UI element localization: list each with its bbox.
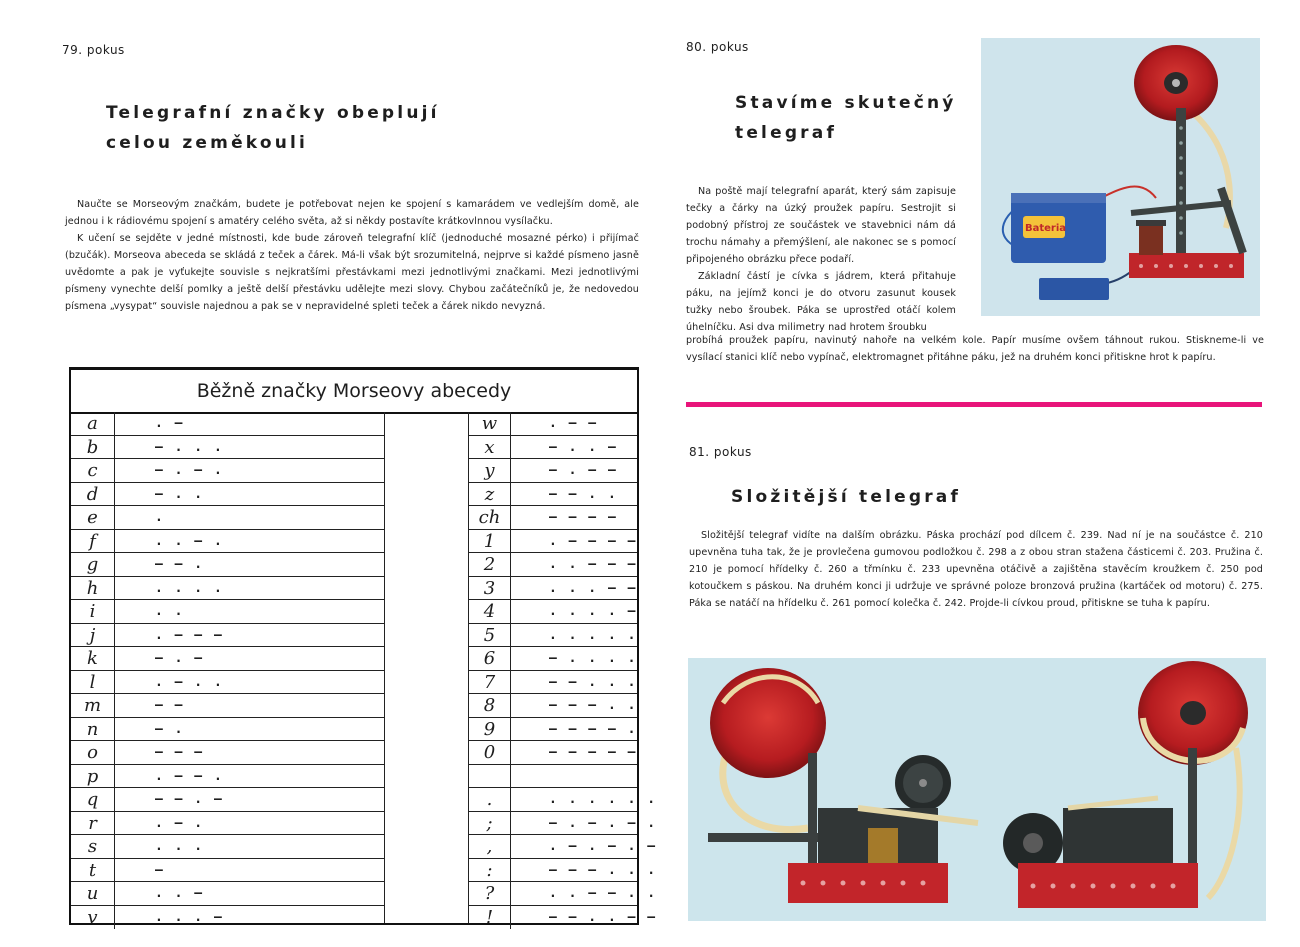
title-79-line2: celou zeměkouli bbox=[106, 133, 309, 153]
table-row bbox=[469, 624, 637, 648]
morse-code: . – . bbox=[155, 815, 205, 831]
table-row bbox=[469, 741, 637, 765]
table-row bbox=[71, 624, 384, 648]
morse-code: – – – . . bbox=[549, 698, 638, 713]
table-row bbox=[469, 459, 637, 483]
table-row bbox=[469, 412, 637, 436]
morse-code: . . bbox=[155, 604, 185, 619]
table-row bbox=[71, 718, 384, 742]
morse-code: – – – . . . bbox=[549, 862, 658, 878]
morse-code: . – – bbox=[549, 416, 599, 431]
morse-symbol: p bbox=[71, 765, 115, 788]
page-title-81: Složitější telegraf bbox=[731, 487, 962, 507]
morse-code: – – . . – – bbox=[549, 909, 658, 925]
table-row bbox=[469, 577, 637, 601]
morse-symbol: h bbox=[71, 577, 115, 600]
table-row bbox=[71, 459, 384, 483]
table-row bbox=[469, 506, 637, 530]
page-title-79 bbox=[106, 98, 526, 158]
morse-code: . – – – – bbox=[549, 533, 638, 549]
table-row bbox=[469, 788, 658, 812]
experiment-number-80: 80. pokus bbox=[686, 40, 749, 54]
morse-symbol: b bbox=[71, 436, 115, 459]
table-row bbox=[71, 483, 384, 507]
table-gap-column bbox=[384, 412, 469, 923]
morse-symbol: n bbox=[71, 718, 115, 741]
morse-code: . . – – . . bbox=[549, 886, 658, 901]
morse-code: – – . . . bbox=[549, 674, 638, 690]
table-row bbox=[469, 671, 637, 695]
morse-symbol bbox=[469, 765, 511, 788]
morse-symbol: q bbox=[71, 788, 115, 811]
title-79-line1: Telegrafní značky obeplují bbox=[106, 103, 440, 123]
table-row bbox=[469, 694, 637, 718]
section-divider bbox=[686, 402, 1262, 407]
table-row bbox=[71, 882, 384, 906]
morse-code: . – . . bbox=[155, 674, 224, 690]
table-row bbox=[469, 600, 637, 624]
morse-symbol: i bbox=[71, 600, 115, 623]
morse-symbol: 7 bbox=[469, 671, 511, 694]
morse-symbol: a bbox=[71, 412, 115, 435]
table-row bbox=[71, 812, 384, 836]
table-row bbox=[71, 906, 384, 930]
table-row bbox=[469, 859, 658, 883]
table-row bbox=[71, 506, 384, 530]
morse-symbol: y bbox=[469, 459, 511, 482]
text-80-p2: Základní částí je cívka s jádrem, která přitahuje páku, na jejímž konci je do otvoru zasunut kousek tužky nebo šroubek. Páka se uprostřed otáčí kolem úhelníčku. Asi dva milimetry nad hrotem šroubku bbox=[686, 271, 956, 333]
intro-text-79 bbox=[65, 196, 639, 315]
morse-symbol: ; bbox=[469, 812, 511, 835]
morse-symbol: 5 bbox=[469, 624, 511, 647]
morse-symbol: l bbox=[71, 671, 115, 694]
morse-symbol: s bbox=[71, 835, 115, 858]
table-row bbox=[71, 577, 384, 601]
telegraph-illustration bbox=[981, 38, 1260, 316]
morse-code: . – – . bbox=[155, 768, 224, 784]
table-row bbox=[469, 530, 637, 554]
table-row bbox=[469, 483, 637, 507]
table-row bbox=[71, 600, 384, 624]
morse-code: – . – . – . bbox=[549, 815, 658, 831]
morse-code: – . . . bbox=[155, 439, 224, 455]
text-80-p1: Na poště mají telegrafní aparát, který sám zapisuje tečky a čárky na úzký proužek papíru. Sestrojit si podobný přístroj ze součástek ve stavebnici nám dá trochu námahy a přemýšlení, ale nakonec se s pomocí připojeného obrázku přece podaří. bbox=[686, 186, 956, 265]
morse-symbol: ! bbox=[469, 906, 511, 930]
morse-symbol: j bbox=[71, 624, 115, 647]
morse-code: – bbox=[155, 862, 165, 878]
table-row bbox=[469, 882, 658, 906]
table-row bbox=[71, 859, 384, 883]
morse-symbol: 6 bbox=[469, 647, 511, 670]
morse-code: – . – bbox=[155, 651, 205, 666]
morse-code: – . bbox=[155, 721, 185, 737]
morse-code: . – – – bbox=[155, 627, 224, 643]
text-80-narrow bbox=[686, 183, 956, 336]
morse-symbol: u bbox=[71, 882, 115, 905]
table-row bbox=[469, 647, 637, 671]
morse-code: . . . . . . bbox=[549, 792, 658, 807]
table-row bbox=[71, 835, 384, 859]
morse-symbol: f bbox=[71, 530, 115, 553]
page-title-80 bbox=[735, 88, 975, 148]
morse-code: – – bbox=[155, 698, 185, 713]
table-row bbox=[71, 741, 384, 765]
complex-telegraph-illustration bbox=[688, 658, 1266, 921]
morse-code: – – – bbox=[155, 745, 205, 760]
morse-code: . – . – . – bbox=[549, 839, 658, 854]
morse-code: . . . – – bbox=[549, 580, 638, 596]
morse-symbol: m bbox=[71, 694, 115, 717]
morse-symbol: : bbox=[469, 859, 511, 882]
morse-symbol: v bbox=[71, 906, 115, 930]
morse-symbol: o bbox=[71, 741, 115, 764]
paragraph-1: Naučte se Morseovým značkám, budete je potřebovat nejen ke spojení s kamarádem ve vedlejším domě, ale jednou i k rádiovému spojení s amatéry celého světa, až si někdy postavíte krátkovlnnou vysílačku. bbox=[65, 199, 639, 227]
title-80-line2: telegraf bbox=[735, 123, 838, 143]
morse-code: – – . bbox=[155, 557, 205, 572]
table-row bbox=[71, 694, 384, 718]
morse-code: – – . . bbox=[549, 486, 618, 502]
table-row bbox=[469, 718, 637, 742]
morse-code: – . – – bbox=[549, 463, 618, 478]
table-row bbox=[71, 436, 384, 460]
table-row bbox=[469, 812, 658, 836]
morse-symbol: r bbox=[71, 812, 115, 835]
morse-code: . . . – bbox=[155, 909, 224, 925]
morse-symbol: ch bbox=[469, 506, 511, 529]
telegraph-photo bbox=[981, 38, 1260, 316]
complex-telegraph-photo bbox=[688, 658, 1266, 921]
morse-symbol: , bbox=[469, 835, 511, 858]
morse-code: . bbox=[155, 510, 165, 525]
table-row bbox=[71, 671, 384, 695]
morse-code: – – – – . bbox=[549, 721, 638, 737]
table-row bbox=[469, 765, 637, 789]
morse-code: . . – – – bbox=[549, 557, 638, 572]
experiment-number-81: 81. pokus bbox=[689, 445, 752, 459]
table-row bbox=[71, 788, 384, 812]
table-row bbox=[469, 436, 637, 460]
divider-bar bbox=[686, 402, 1262, 407]
table-row bbox=[469, 835, 658, 859]
morse-code: . . . . – bbox=[549, 604, 638, 619]
paragraph-2: K učení se sejděte v jedné místnosti, kde bude zároveň telegrafní klíč (jednoduché mosazné pérko) i přijímač (bzučák). Morseova abeceda se skládá z teček a čárek. Má-li však být srozumitelná, nejprve si každé písmeno jasně uvědomte a pak je vyťukejte souvisle s nejkratšími přestávkami mezi jednotlivými značkami. Mezi jednotlivými písmeny vynechte delší pomlky a ještě delší přestávku udělejte mezi slovy. Chybou začátečníků je, že nedovedou písmena „vysypat“ souvisle najednou a pak se v nepravidelné spleti teček a čárek nikdo nevyzná. bbox=[65, 233, 639, 312]
table-row bbox=[469, 906, 658, 930]
morse-symbol: ? bbox=[469, 882, 511, 905]
morse-symbol: d bbox=[71, 483, 115, 506]
morse-symbol: c bbox=[71, 459, 115, 482]
morse-symbol: t bbox=[71, 859, 115, 882]
morse-code: – . . bbox=[155, 486, 205, 502]
table-row bbox=[71, 553, 384, 577]
morse-symbol: 2 bbox=[469, 553, 511, 576]
morse-code: – . – . bbox=[155, 463, 224, 478]
morse-code: . . . . . bbox=[549, 627, 638, 643]
morse-symbol: x bbox=[469, 436, 511, 459]
text-81 bbox=[689, 527, 1263, 612]
morse-symbol: e bbox=[71, 506, 115, 529]
table-row bbox=[71, 647, 384, 671]
morse-code: . . . . bbox=[155, 580, 224, 596]
table-row bbox=[71, 412, 384, 436]
morse-symbol: 8 bbox=[469, 694, 511, 717]
morse-symbol: 1 bbox=[469, 530, 511, 553]
morse-symbol: 9 bbox=[469, 718, 511, 741]
text-81-p1: Složitější telegraf vidíte na dalším obrázku. Páska prochází pod dílcem č. 239. Nad ní je na součástce č. 210 upevněna tuha tak, že je provlečena gumovou podložkou č. 298 a z obou stran stažena částicemi č. 203. Pružina č. 210 je pomocí hřídelky č. 260 a třmínku č. 233 upevněna otáčivě a zajištěna stavěcím kroužkem č. 250 pod kotoučkem s páskou. Na druhém konci ji udržuje ve správné poloze bronzová pružina (kartáček od motoru) č. 275. Páka se natáčí na hřídelku č. 261 pomocí kolečka č. 242. Projde-li cívkou proud, přitiskne se tuha k papíru. bbox=[689, 530, 1263, 609]
table-row bbox=[469, 553, 637, 577]
table-heading: Běžně značky Morseovy abecedy bbox=[71, 370, 637, 414]
morse-code: – – . – bbox=[155, 792, 224, 807]
morse-symbol: 0 bbox=[469, 741, 511, 764]
battery-label: Bateria bbox=[1025, 223, 1067, 234]
morse-code: . . – bbox=[155, 886, 205, 901]
morse-code: . . . bbox=[155, 839, 205, 854]
morse-code: – – – – – bbox=[549, 745, 638, 760]
experiment-number-79: 79. pokus bbox=[62, 43, 125, 57]
morse-code: – . . . . bbox=[549, 651, 638, 666]
morse-symbol: k bbox=[71, 647, 115, 670]
table-row bbox=[71, 765, 384, 789]
morse-symbol: z bbox=[469, 483, 511, 506]
morse-symbol: w bbox=[469, 412, 511, 435]
morse-table bbox=[69, 367, 658, 928]
morse-symbol: . bbox=[469, 788, 511, 811]
morse-code: . – bbox=[155, 416, 185, 431]
morse-code: – – – – bbox=[549, 510, 618, 525]
morse-symbol: 3 bbox=[469, 577, 511, 600]
morse-code: . . – . bbox=[155, 533, 224, 549]
morse-code: – . . – bbox=[549, 439, 618, 455]
morse-symbol: 4 bbox=[469, 600, 511, 623]
morse-symbol: g bbox=[71, 553, 115, 576]
title-80-line1: Stavíme skutečný bbox=[735, 93, 957, 113]
table-row bbox=[71, 530, 384, 554]
text-80-wide: probíhá proužek papíru, navinutý nahoře na velkém kole. Papír musíme ovšem táhnout rukou. Stiskneme-li ve vysílací stanici klíč nebo vypínač, elektromagnet přitáhne páku, jež na druhém konci přitiskne hrot k papíru. bbox=[686, 335, 1264, 363]
